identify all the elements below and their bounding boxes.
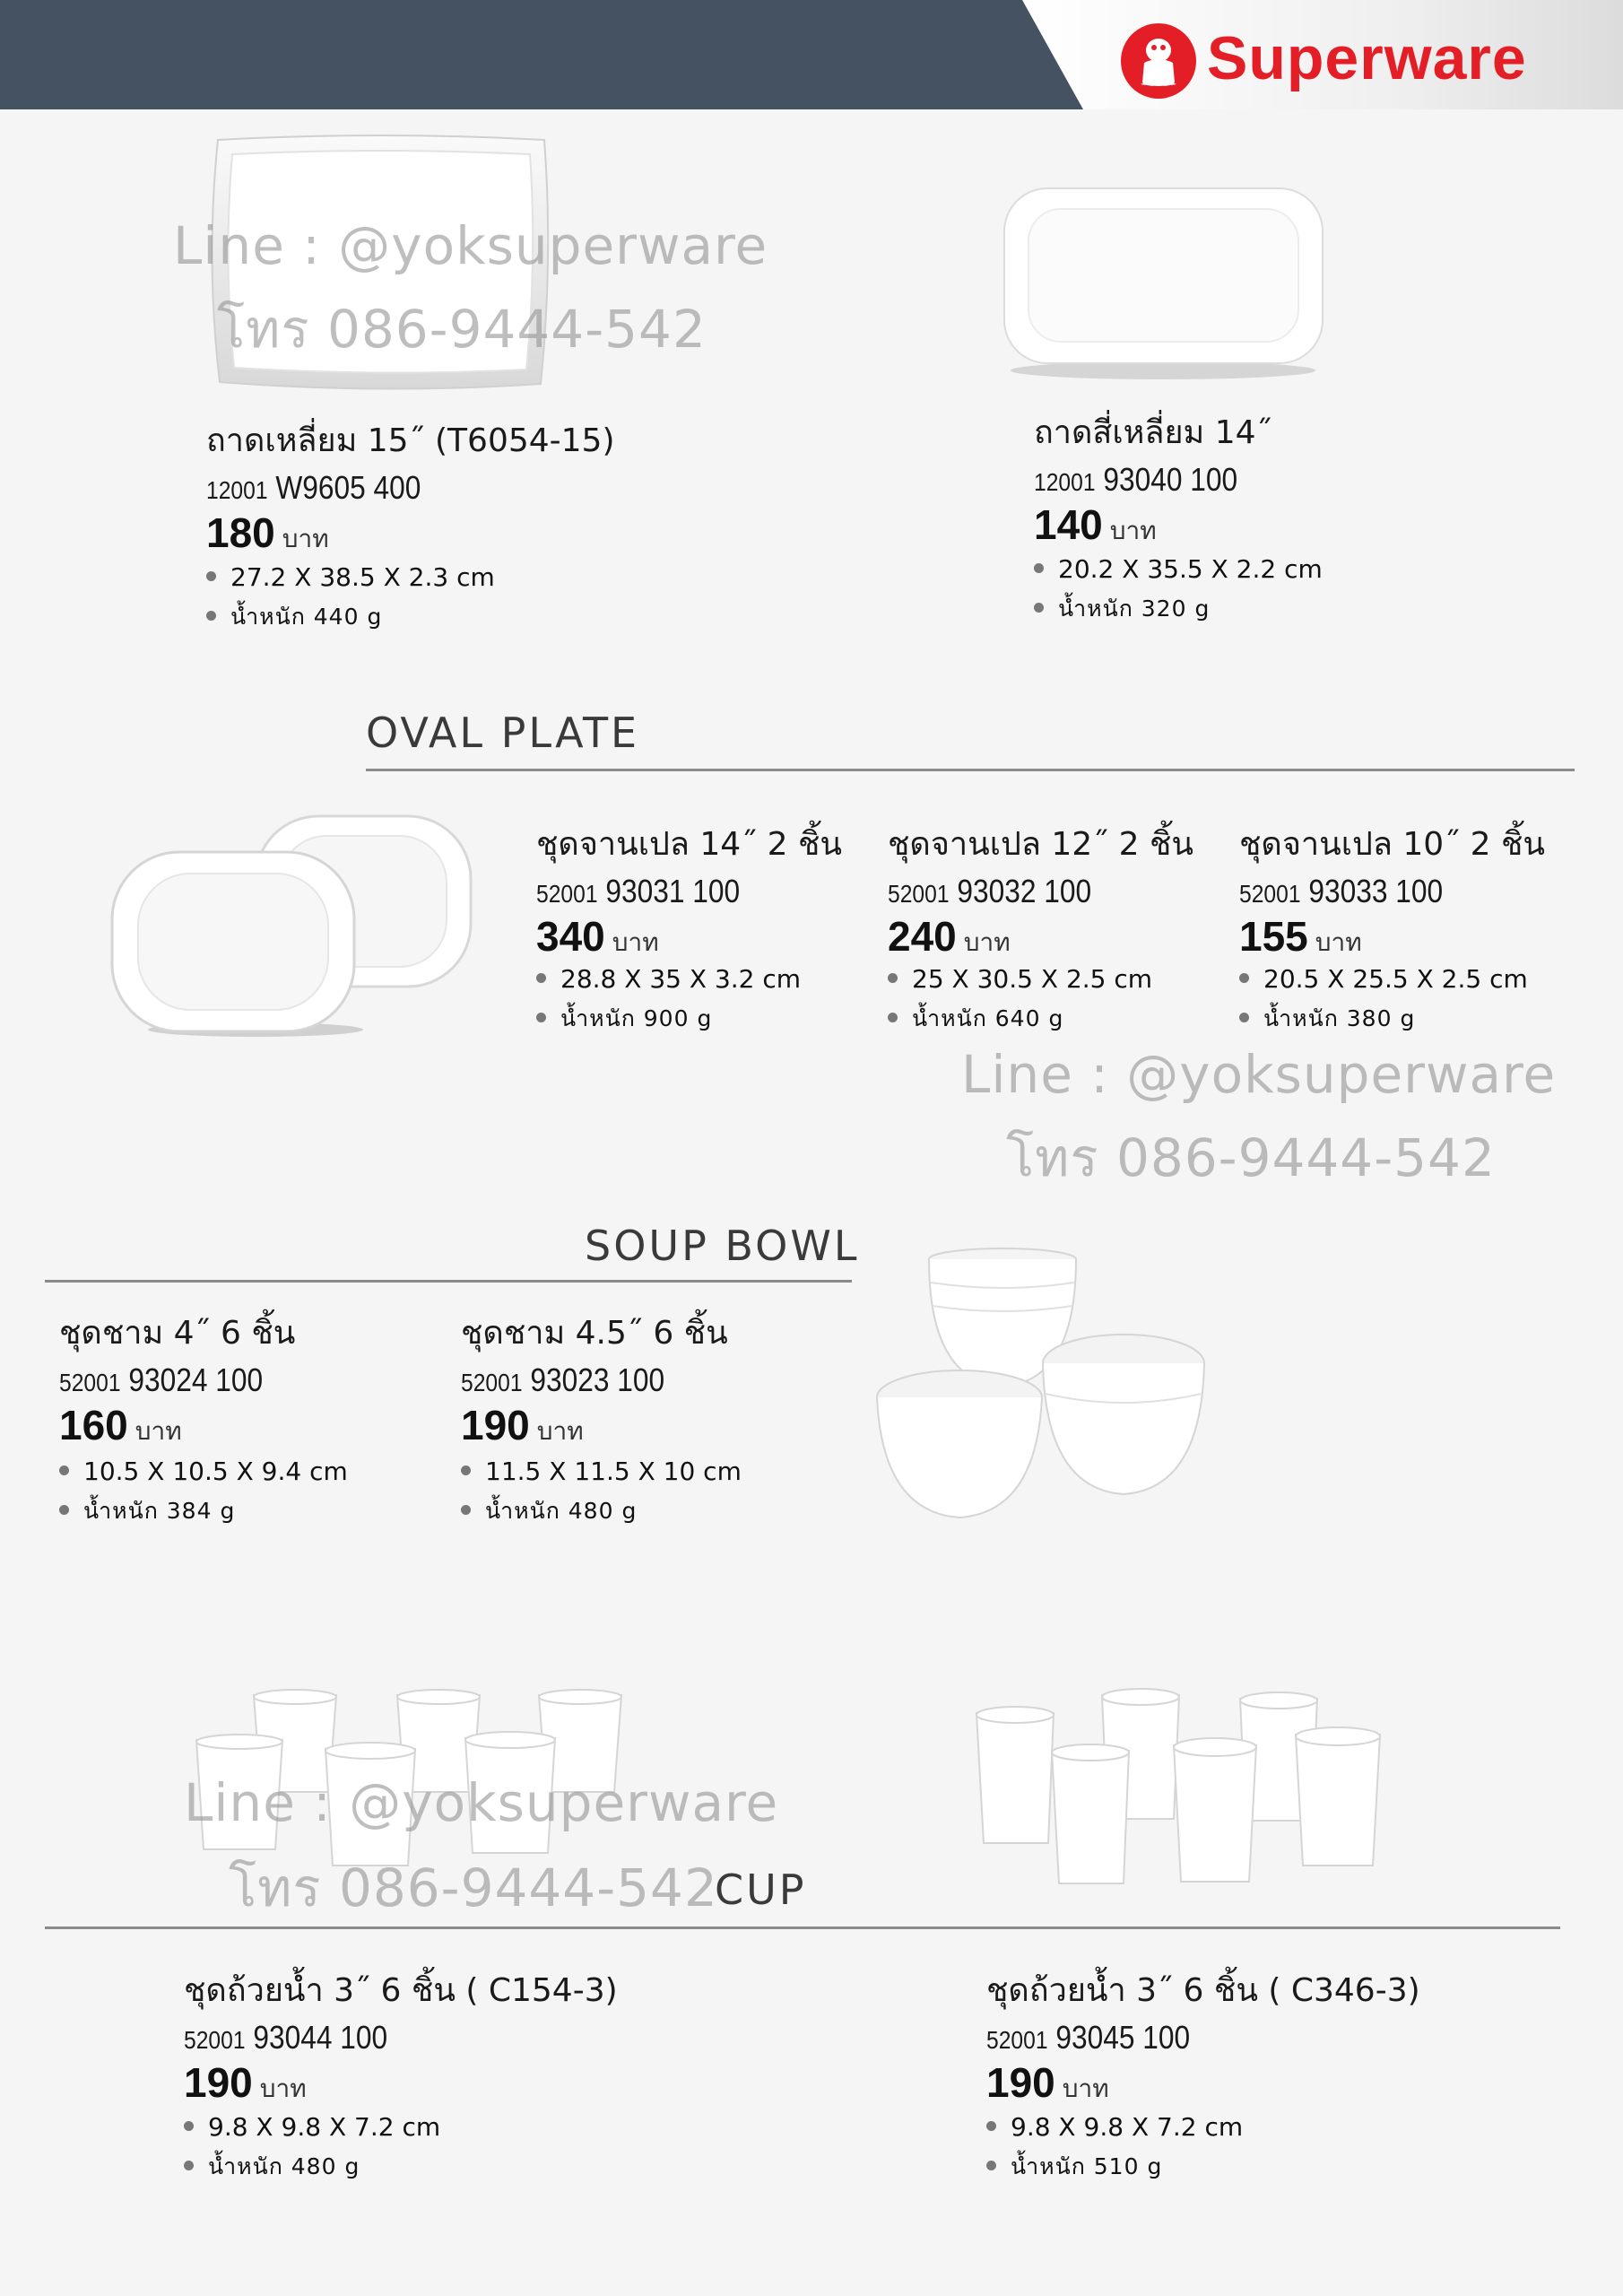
product-card [461, 1307, 742, 1529]
product-name: ชุดชาม 4˝ 6 ชิ้น [59, 1315, 296, 1352]
product-name: ชุดจานเปล 10˝ 2 ชิ้น [1239, 826, 1546, 863]
section-rule [45, 1926, 1560, 1929]
soup-bowl-image [870, 1247, 1228, 1525]
watermark-phone: โทร 086-9444-542 [1006, 1127, 1496, 1188]
product-size: 28.8 X 35 X 3.2 cm [536, 964, 842, 994]
product-card [986, 1964, 1420, 2185]
product-size: 11.5 X 11.5 X 10 cm [461, 1457, 742, 1486]
product-card [184, 1964, 618, 2185]
brand-name: Superware [1207, 24, 1527, 92]
product-name: ชุดถ้วยน้ำ 3˝ 6 ชิ้น ( C346-3) [986, 1972, 1420, 2009]
product-code: 12001 W9605 400 [206, 469, 421, 506]
product-code: 52001 93033 100 [1239, 873, 1444, 909]
product-price: 160 บาท [59, 1402, 182, 1448]
product-code: 52001 93032 100 [888, 873, 1092, 909]
product-size: 9.8 X 9.8 X 7.2 cm [184, 2112, 618, 2142]
product-price: 340 บาท [536, 913, 659, 960]
watermark-phone: โทร 086-9444-542 [217, 299, 707, 360]
product-price: 240 บาท [888, 913, 1011, 960]
product-card [1034, 406, 1323, 627]
product-weight: น้ำหนัก 510 g [986, 2149, 1420, 2185]
product-weight: น้ำหนัก 320 g [1034, 591, 1323, 627]
product-code: 12001 93040 100 [1034, 461, 1238, 498]
section-title-soup-bowl: SOUP BOWL [585, 1222, 860, 1270]
product-name: ชุดจานเปล 14˝ 2 ชิ้น [536, 826, 843, 863]
product-weight: น้ำหนัก 384 g [59, 1493, 348, 1529]
watermark-phone: โทร 086-9444-542 [229, 1857, 718, 1918]
product-code: 52001 93023 100 [461, 1361, 665, 1398]
product-price: 140 บาท [1034, 501, 1157, 548]
product-price: 155 บาท [1239, 913, 1362, 960]
watermark-line: Line : @yoksuperware [961, 1044, 1557, 1105]
product-price: 190 บาท [461, 1402, 584, 1448]
product-code: 52001 93031 100 [536, 873, 741, 909]
section-rule [45, 1280, 852, 1283]
product-card [536, 818, 842, 1037]
product-size: 25 X 30.5 X 2.5 cm [888, 964, 1193, 994]
product-card [888, 818, 1193, 1037]
product-size: 20.2 X 35.5 X 2.2 cm [1034, 554, 1323, 584]
product-weight: น้ำหนัก 380 g [1239, 1001, 1545, 1037]
product-weight: น้ำหนัก 480 g [184, 2149, 618, 2185]
product-size: 10.5 X 10.5 X 9.4 cm [59, 1457, 348, 1486]
product-card [1239, 818, 1545, 1037]
tray-14-image [1000, 184, 1327, 381]
product-card [206, 414, 615, 635]
product-weight: น้ำหนัก 480 g [461, 1493, 742, 1529]
oval-plate-image [108, 807, 475, 1040]
superware-logo-icon [1121, 23, 1196, 99]
product-name: ถาดสี่เหลี่ยม 14˝ [1034, 414, 1272, 451]
section-rule [366, 769, 1575, 771]
product-weight: น้ำหนัก 900 g [536, 1001, 842, 1037]
product-weight: น้ำหนัก 440 g [206, 599, 615, 635]
product-code: 52001 93044 100 [184, 2019, 388, 2056]
product-name: ชุดถ้วยน้ำ 3˝ 6 ชิ้น ( C154-3) [184, 1972, 618, 2009]
product-weight: น้ำหนัก 640 g [888, 1001, 1193, 1037]
product-code: 52001 93024 100 [59, 1361, 264, 1398]
product-price: 180 บาท [206, 509, 329, 556]
product-card [59, 1307, 348, 1529]
product-price: 190 บาท [986, 2059, 1109, 2106]
product-size: 9.8 X 9.8 X 7.2 cm [986, 2112, 1420, 2142]
product-price: 190 บาท [184, 2059, 307, 2106]
watermark-line: Line : @yoksuperware [184, 1772, 779, 1833]
product-size: 20.5 X 25.5 X 2.5 cm [1239, 964, 1545, 994]
product-code: 52001 93045 100 [986, 2019, 1191, 2056]
section-title-cup: CUP [715, 1866, 807, 1914]
product-name: ชุดจานเปล 12˝ 2 ชิ้น [888, 826, 1194, 863]
product-size: 27.2 X 38.5 X 2.3 cm [206, 562, 615, 592]
cup-set-c346-image [973, 1695, 1385, 1892]
watermark-line: Line : @yoksuperware [173, 215, 768, 276]
product-name: ถาดเหลี่ยม 15˝ (T6054-15) [206, 422, 615, 459]
section-title-oval-plate: OVAL PLATE [366, 709, 640, 757]
product-name: ชุดชาม 4.5˝ 6 ชิ้น [461, 1315, 728, 1352]
